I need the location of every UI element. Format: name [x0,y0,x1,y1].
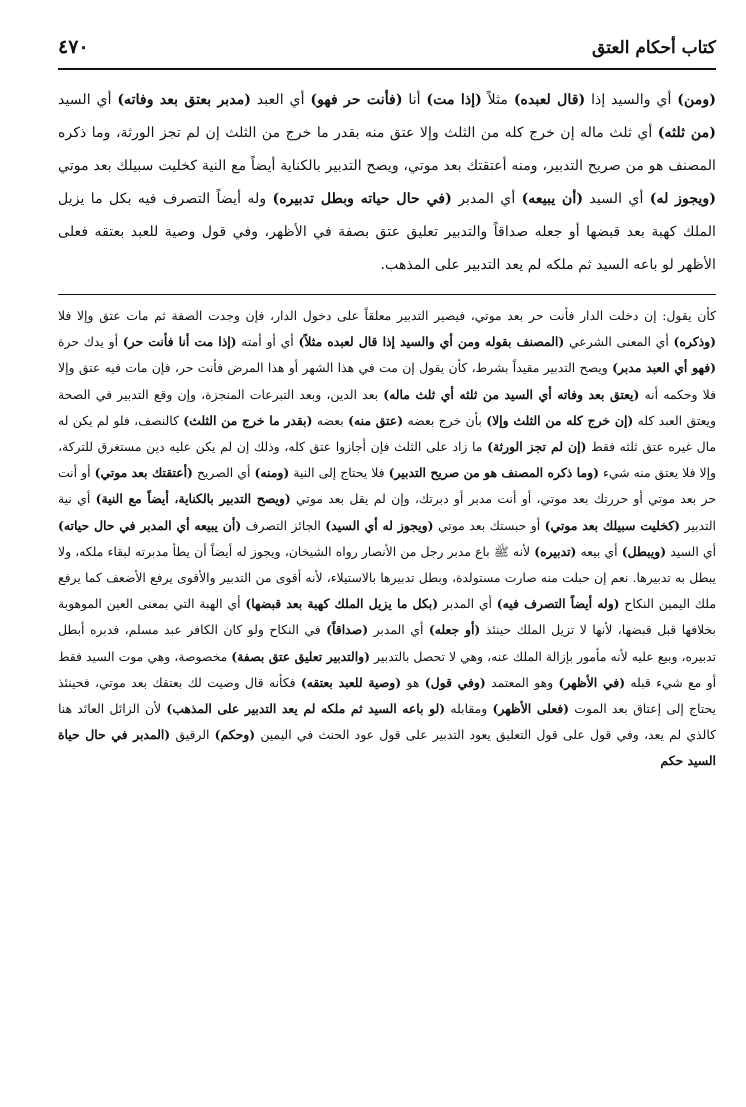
notes-bold-phrase: (كخليت سبيلك بعد موتي) [544,517,681,533]
commentary-paragraph [58,303,716,775]
main-text-run: أي المدبر [451,191,522,207]
main-text-run: أي ثلث ماله إن خرج كله من الثلث وإلا عتق منه بقدر ما خرج من الثلث إن لم تجز الورثة، وما ذكره المصنف هو من صريح التدبير، ومنه أعتقتك بعد موتي، ويصح التدبير بالكناية أيضاً مع النية كخليت سبيلك بعد موتي [58,125,716,174]
notes-text-run: في النكاح ولو كان الكافر عبد مسلم، فدبره أبطل تدبيره، وبيع عليه لأنه مأمور بإزالة الملك عنه، وهي لا تحصل بالتدبير [58,622,716,664]
notes-bold-phrase: (تدبيره) [534,543,577,559]
main-bold-phrase: (مدبر بعتق بعد وفاته) [117,92,252,108]
notes-text-run: أي بيعه [576,543,622,559]
notes-bold-phrase: (أعتقتك بعد موتي) [94,465,193,481]
notes-text-run: بعضه [312,412,349,428]
main-text-run: أي العبد [251,92,311,108]
notes-text-run: بعد الدين، وبعد التبرعات المنجزة، وإن وقع التدبير في الصحة ويعتق العبد كله [58,386,716,428]
notes-bold-phrase: (يعتق بعد وفاته أي السيد من ثلثه أي ثلث ماله) [383,386,640,402]
main-text-run: مثلاً [481,92,514,108]
notes-bold-phrase: (إذا مت أنا فأنت حر) [122,334,237,350]
notes-bold-phrase: (وما ذكره المصنف هو من صريح التدبير) [388,465,599,481]
notes-text-run: فلا يحتاج إلى النية [289,465,389,481]
notes-text-run: أي المعنى الشرعي [564,334,674,350]
notes-text-run: أي المدبر [368,622,429,638]
notes-bold-phrase: (المدبر في حال حياة السيد حكم [58,727,716,769]
main-text-run: أي السيد [583,191,650,207]
notes-bold-phrase: (أو جعله) [428,622,481,638]
notes-bold-phrase: (فهو أي العبد مدبر) [612,360,716,376]
notes-text-run: أو أنت حر بعد موتي أو حررتك بعد موتي، أو أنت مدبر أو دبرتك، وإن لم يقل بعد موتي [58,465,716,507]
main-text-run: وله أيضاً التصرف فيه بكل ما يزيل الملك كهبة بعد قبضها أو جعله صداقاً والتدبير تعليق عتق بصفة في الأظهر، وفي قول وصية للعبد بعتقه فعلى الأظهر لو باعه السيد ثم ملكه لم يعد التدبير على المذهب. [58,191,716,273]
main-paragraph [58,84,716,282]
notes-bold-phrase: (وله أيضاً التصرف فيه) [496,596,620,612]
main-text [58,84,716,282]
main-bold-phrase: (قال لعبده) [513,92,586,108]
notes-text-run: لأن الزائل العائد هنا كالذي لم يعد، وفي قول على قول التعليق يعود التدبير على قول عود الحنث في اليمين [58,701,716,743]
notes-text-run: فكأنه قال وصيت لك بعتقك بعد موتي، فحينئذ يحتاج إلى إعتاق بعد الموت [58,674,716,717]
notes-text-run: أو يدك حرة [58,334,123,350]
notes-text-run: أو حبستك بعد موتي [433,517,545,533]
notes-bold-phrase: (في الأظهر) [558,674,626,690]
page-number: ٤٧٠ [58,36,89,58]
notes-bold-phrase: (لو باعه السيد ثم ملكه لم يعد التدبير على المذهب) [166,701,446,717]
notes-text-run: الرقيق [170,727,215,743]
notes-bold-phrase: (بكل ما يزيل الملك كهبة بعد قبضها) [245,596,439,612]
notes-bold-phrase: (إن لم تجز الورثة) [487,439,587,455]
notes-bold-phrase: (إن خرج كله من الثلث وإلا) [486,412,634,428]
notes-bold-phrase: (ويبطل) [621,543,667,559]
notes-bold-phrase: (عتق منه) [348,412,404,428]
notes-text-run: كالنصف، فلو لم يكن له مال غيره عتق ثلثه فقط [58,412,716,455]
notes-bold-phrase: (والتدبير تعليق عتق بصفة) [231,648,370,664]
notes-text-run: ويصح التدبير مقيداً بشرط، كأن يقول إن مت في هذا الشهر أو هذا المرض فأنت حر، فإن مات فيه عتق وإلا فلا وحكمه أنه [58,360,716,402]
notes-bold-phrase: (وصية للعبد بعتقه) [300,674,402,690]
notes-text-run: أي السيد [666,543,717,559]
main-bold-phrase: (من ثلثه) [657,125,716,141]
main-text-run: أنا [402,92,427,108]
notes-text-run: مخصوصة، وهي موت السيد فقط أو مع شيء قبله [58,648,717,690]
main-text-run: أي السيد [58,92,118,108]
notes-bold-phrase: (بقدر ما خرج من الثلث) [183,412,313,428]
notes-bold-phrase: (ومنه) [254,465,290,481]
book-page [58,36,716,1087]
notes-bold-phrase: (وحكم) [214,727,256,743]
main-text-run: أي والسيد إذا [585,92,678,108]
page-header [58,36,716,70]
main-bold-phrase: (في حال حياته وبطل تدبيره) [272,191,452,207]
main-bold-phrase: (أن يبيعه) [521,191,584,207]
main-bold-phrase: (فأنت حر فهو) [310,92,403,108]
notes-text-run: أي أو أمته [236,334,299,350]
main-bold-phrase: (ويجوز له) [649,191,716,207]
notes-text-run: الجائز التصرف [241,517,326,533]
notes-text-run: هو [401,674,425,690]
notes-text-run: أي المدبر [438,596,497,612]
commentary-text [58,303,716,775]
notes-text-run: أي الصريح [192,465,255,481]
notes-text-run: بأن خرج بعضه [403,412,487,428]
notes-bold-phrase: (وذكره) [673,334,716,350]
notes-text-run: لأنه ﷺ باع مدبر رجل من الأنصار رواه الشيخان، ويجوز له أيضاً أن يطأ مدبرته لبقاء ملكه، ولا يبطل به تدبيرها. نعم إن حبلت منه صارت مستولدة، وبطل تدبيرها بالاستيلاء، لأنه أقوى من التدبير والأقوى يرفع الأضعف كما يرفع ملك اليمين النكاح [58,543,716,612]
notes-bold-phrase: (المصنف بقوله ومن أي والسيد إذا قال لعبده مثلاً) [298,334,565,350]
notes-bold-phrase: (ويصح التدبير بالكناية، أيضاً مع النية) [95,491,291,507]
notes-bold-phrase: (صداقاً) [326,622,369,638]
footnote-divider [58,294,716,295]
notes-text-run: وهو المعتمد [485,674,559,690]
notes-bold-phrase: (فعلى الأظهر) [492,701,570,717]
notes-text-run: أي نية التدبير [58,491,716,533]
notes-bold-phrase: (ويجوز له أي السيد) [325,517,434,533]
notes-text-run: أي الهبة التي بمعنى العين الموهوبة بخلافها قبل قبضها، لأنها لا تزيل الملك حينئذ [58,596,716,638]
notes-text-run: ما زاد على الثلث فإن أجازوا عتق كله، وذلك إن لم يكن عليه دين مستغرق للتركة، وإلا فلا يعتق منه شيء [58,439,717,481]
notes-bold-phrase: (أن يبيعه أي المدبر في حال حياته) [58,517,242,533]
notes-bold-phrase: (وفي قول) [424,674,486,690]
main-bold-phrase: (إذا مت) [426,92,482,108]
notes-text-run: كأن يقول: إن دخلت الدار فأنت حر بعد موتي، فيصير التدبير معلقاً على دخول الدار، فإن وجدت الصفة ثم مات عتق وإلا فلا [58,308,716,323]
running-title: كتاب أحكام العتق [592,38,716,58]
notes-text-run: ومقابله [445,701,493,717]
main-bold-phrase: (ومن) [677,92,716,108]
